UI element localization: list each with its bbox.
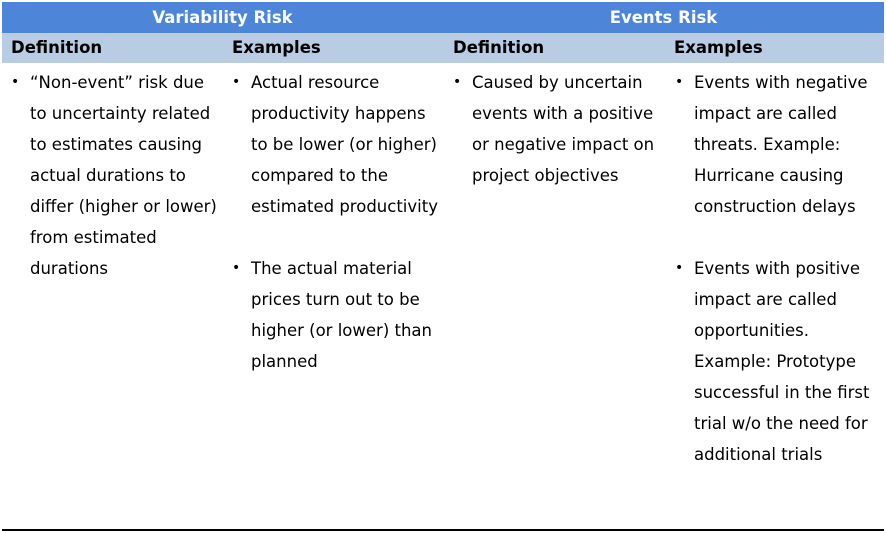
list-item xyxy=(229,253,439,377)
events-definition-cell xyxy=(450,67,660,191)
list-item xyxy=(672,253,882,470)
definition-header-events: Definition xyxy=(453,38,545,57)
examples-header-events: Examples xyxy=(674,38,763,57)
variability-example-text: Actual resource productivity happens to be lower (or higher) compared to the estimated productivity xyxy=(251,73,438,216)
bullet-icon: • xyxy=(232,74,241,90)
bullet-icon: • xyxy=(675,260,684,276)
variability-risk-header: Variability Risk xyxy=(152,8,293,27)
events-risk-header: Events Risk xyxy=(609,8,718,27)
events-examples-cell xyxy=(672,67,882,470)
list-item xyxy=(8,67,218,284)
definition-header-variability: Definition xyxy=(11,38,103,57)
variability-definition-cell xyxy=(8,67,218,284)
events-example-text: Events with positive impact are called opportunities. Example: Prototype successful in the first trial w/o the need for additional trials xyxy=(694,259,870,464)
examples-header-variability: Examples xyxy=(232,38,321,57)
variability-definition-text: “Non-event” risk due to uncertainty related to estimates causing actual durations to differ (higher or lower) from estimated durations xyxy=(30,73,217,278)
events-example-text: Events with negative impact are called threats. Example: Hurricane causing construction delays xyxy=(694,73,868,216)
bullet-icon: • xyxy=(675,74,684,90)
bullet-icon: • xyxy=(453,74,462,90)
events-definition-text: Caused by uncertain events with a positive or negative impact on project objectives xyxy=(472,73,655,185)
variability-example-text: The actual material prices turn out to be higher (or lower) than planned xyxy=(251,259,433,371)
table-bottom-border xyxy=(2,529,884,531)
table-header-row xyxy=(2,2,884,33)
table-subheader-row xyxy=(2,33,884,63)
list-item xyxy=(672,67,882,222)
bullet-icon: • xyxy=(232,260,241,276)
risk-comparison-table xyxy=(2,2,884,531)
list-item xyxy=(229,67,439,222)
list-item xyxy=(450,67,660,191)
bullet-icon: • xyxy=(11,74,20,90)
variability-examples-cell xyxy=(229,67,439,377)
